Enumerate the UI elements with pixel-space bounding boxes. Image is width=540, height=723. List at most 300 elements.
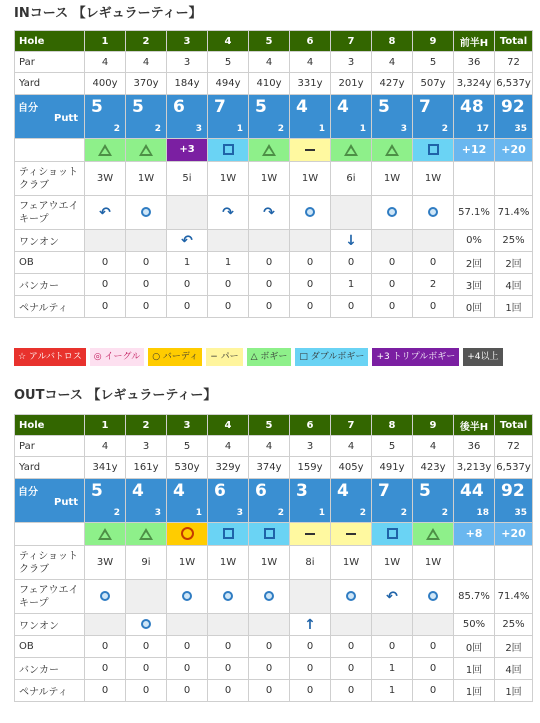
- strokes: 4: [132, 481, 144, 501]
- score-cell: [454, 479, 495, 523]
- tee-club-row: [15, 546, 533, 580]
- header-col: 3: [167, 31, 208, 52]
- yard-cell: 3,324y: [454, 73, 495, 95]
- strokes: 4: [337, 97, 349, 117]
- putts: 2: [441, 508, 448, 518]
- yard-cell: 331y: [290, 73, 331, 95]
- penalty-cell: 0: [249, 680, 290, 702]
- par-cell: 3: [126, 436, 167, 457]
- header-col: 1: [85, 31, 126, 52]
- par-dash-icon: [346, 533, 356, 535]
- header-col: 9: [413, 31, 454, 52]
- result-cell: [85, 139, 126, 162]
- fairway-hit-icon: [223, 591, 233, 601]
- header-col: 5: [249, 415, 290, 436]
- fairway-cell: [126, 196, 167, 230]
- strokes: 48: [460, 97, 484, 117]
- fairway-cell: [126, 580, 167, 614]
- out-course-scorecard: [14, 414, 533, 702]
- one-on-cell: [413, 614, 454, 636]
- bunker-cell: 4回: [495, 658, 533, 680]
- score-label: 自分: [18, 103, 38, 114]
- yard-cell: 374y: [249, 457, 290, 479]
- club-cell: [454, 546, 495, 580]
- yard-cell: 494y: [208, 73, 249, 95]
- strokes: 6: [214, 481, 226, 501]
- par-dash-icon: [305, 149, 315, 151]
- bunker-cell: 0: [85, 274, 126, 296]
- bunker-cell: 0: [126, 658, 167, 680]
- club-cell: 3W: [85, 162, 126, 196]
- one-on-cell: [331, 230, 372, 252]
- par-row: [15, 52, 533, 73]
- putts: 3: [236, 508, 243, 518]
- result-cell: [167, 139, 208, 162]
- result-cell: [454, 139, 495, 162]
- result-cell: [454, 523, 495, 546]
- score-row: [15, 95, 533, 139]
- club-cell: 1W: [413, 546, 454, 580]
- strokes: 7: [214, 97, 226, 117]
- putts: 3: [195, 124, 202, 134]
- one-on-cell: [413, 230, 454, 252]
- penalty-cell: 0: [208, 680, 249, 702]
- row-label: ワンオン: [15, 230, 85, 252]
- fairway-hit-icon: [141, 207, 151, 217]
- result-birdie: [167, 523, 207, 545]
- bogey-triangle-icon: [98, 528, 112, 540]
- bunker-cell: 0: [372, 274, 413, 296]
- header-col: Total: [495, 415, 533, 436]
- par-cell: 72: [495, 52, 533, 73]
- one-on-row: [15, 614, 533, 636]
- yard-cell: 427y: [372, 73, 413, 95]
- penalty-cell: 1回: [495, 680, 533, 702]
- miss-long-icon: ↑: [304, 616, 316, 633]
- result-label-cell: [15, 139, 85, 162]
- penalty-cell: 0: [167, 680, 208, 702]
- club-cell: 9i: [126, 546, 167, 580]
- putts: 2: [441, 124, 448, 134]
- ob-cell: 1: [167, 252, 208, 274]
- fairway-hit-icon: [100, 591, 110, 601]
- bogey-triangle-icon: [98, 144, 112, 156]
- ob-cell: 0: [331, 636, 372, 658]
- result-cell: [331, 523, 372, 546]
- bunker-cell: 0: [126, 274, 167, 296]
- one-on-cell: 25%: [495, 614, 533, 636]
- yard-cell: 370y: [126, 73, 167, 95]
- strokes: 4: [173, 481, 185, 501]
- strokes: 44: [460, 481, 484, 501]
- miss-left-icon: ↶: [181, 232, 193, 249]
- putts: 1: [359, 124, 366, 134]
- fairway-hit-icon: [305, 207, 315, 217]
- result-bogey: [85, 139, 125, 161]
- par-cell: 3: [167, 52, 208, 73]
- ob-cell: 0: [372, 636, 413, 658]
- one-on-cell: 0%: [454, 230, 495, 252]
- score-row: [15, 479, 533, 523]
- one-on-cell: [290, 614, 331, 636]
- bunker-cell: 0: [249, 274, 290, 296]
- miss-short-icon: ↓: [345, 232, 357, 249]
- result-cell: [208, 139, 249, 162]
- result-double: [372, 523, 412, 545]
- club-cell: 1W: [208, 546, 249, 580]
- putts: 2: [400, 508, 407, 518]
- penalty-row: [15, 296, 533, 318]
- penalty-cell: 0: [85, 296, 126, 318]
- score-cell: [126, 479, 167, 523]
- strokes: 4: [337, 481, 349, 501]
- result-cell: [208, 523, 249, 546]
- par-cell: 5: [208, 52, 249, 73]
- result-double: [413, 139, 453, 161]
- header-hole: Hole: [15, 31, 85, 52]
- score-cell: [454, 95, 495, 139]
- row-label: Par: [15, 436, 85, 457]
- result-cell: [413, 139, 454, 162]
- par-cell: 4: [249, 436, 290, 457]
- fairway-cell: [290, 580, 331, 614]
- double-bogey-square-icon: [223, 144, 234, 155]
- fairway-cell: [85, 196, 126, 230]
- legend-double-bogey: □ ダブルボギー: [295, 348, 368, 366]
- one-on-cell: [167, 614, 208, 636]
- par-cell: 5: [413, 52, 454, 73]
- ob-cell: 0: [249, 636, 290, 658]
- row-label: ペナルティ: [15, 680, 85, 702]
- par-cell: 5: [167, 436, 208, 457]
- one-on-cell: [126, 614, 167, 636]
- header-row: [15, 31, 533, 52]
- header-col: 6: [290, 415, 331, 436]
- score-cell: [126, 95, 167, 139]
- miss-right-icon: ↷: [263, 204, 275, 221]
- legend-eagle: ◎ イーグル: [90, 348, 144, 366]
- result-par: [331, 523, 371, 545]
- par-cell: 4: [85, 436, 126, 457]
- par-cell: 4: [126, 52, 167, 73]
- penalty-cell: 1回: [454, 680, 495, 702]
- score-cell: [208, 95, 249, 139]
- result-bogey: [126, 139, 166, 161]
- yard-cell: 3,213y: [454, 457, 495, 479]
- ob-cell: 1: [208, 252, 249, 274]
- putts: 2: [113, 124, 120, 134]
- strokes: 5: [91, 97, 103, 117]
- putts: 17: [476, 124, 489, 134]
- fairway-cell: [290, 196, 331, 230]
- putt-label: Putt: [53, 113, 78, 124]
- penalty-cell: 0: [372, 296, 413, 318]
- score-label-cell: [15, 479, 85, 523]
- putts: 1: [236, 124, 243, 134]
- penalty-cell: 0: [413, 680, 454, 702]
- one-on-cell: 25%: [495, 230, 533, 252]
- ob-cell: 0: [331, 252, 372, 274]
- ob-cell: 0: [249, 252, 290, 274]
- fairway-hit-icon: [428, 207, 438, 217]
- row-label: Yard: [15, 73, 85, 95]
- strokes: 6: [173, 97, 185, 117]
- ob-cell: 0: [413, 636, 454, 658]
- row-label: Par: [15, 52, 85, 73]
- score-cell: [495, 479, 533, 523]
- tee-name: 【レギュラーティー】: [72, 6, 202, 21]
- header-col: 4: [208, 31, 249, 52]
- ob-row: [15, 252, 533, 274]
- strokes: 3: [296, 481, 308, 501]
- bunker-cell: 2: [413, 274, 454, 296]
- strokes: 4: [296, 97, 308, 117]
- yard-cell: 410y: [249, 73, 290, 95]
- score-legend: [14, 348, 503, 368]
- one-on-cell: [331, 614, 372, 636]
- par-cell: 72: [495, 436, 533, 457]
- bogey-triangle-icon: [262, 144, 276, 156]
- result-double: [208, 139, 248, 161]
- score-cell: [331, 479, 372, 523]
- par-cell: 4: [290, 52, 331, 73]
- result-bogey: [249, 139, 289, 161]
- result-double: [208, 523, 248, 545]
- legend-triple-bogey: +3 トリプルボギー: [372, 348, 459, 366]
- yard-cell: 341y: [85, 457, 126, 479]
- penalty-cell: 1: [372, 680, 413, 702]
- header-col: 3: [167, 415, 208, 436]
- strokes: 5: [255, 97, 267, 117]
- result-label-cell: [15, 523, 85, 546]
- club-cell: [495, 162, 533, 196]
- bunker-cell: 0: [290, 658, 331, 680]
- score-cell: [249, 479, 290, 523]
- par-cell: 36: [454, 436, 495, 457]
- header-hole: Hole: [15, 415, 85, 436]
- fairway-cell: [413, 580, 454, 614]
- header-col: 6: [290, 31, 331, 52]
- fairway-cell: [331, 196, 372, 230]
- legend-albatross: ☆ アルバトロス: [14, 348, 86, 366]
- header-col: Total: [495, 31, 533, 52]
- score-cell: [208, 479, 249, 523]
- tee-name: 【レギュラーティー】: [87, 388, 217, 403]
- putts: 35: [514, 124, 527, 134]
- putts: 2: [277, 508, 284, 518]
- putts: 35: [514, 508, 527, 518]
- par-cell: 5: [372, 436, 413, 457]
- ob-cell: 0: [413, 252, 454, 274]
- yard-cell: 6,537y: [495, 457, 533, 479]
- putts: 18: [476, 508, 489, 518]
- penalty-cell: 0: [413, 296, 454, 318]
- bogey-triangle-icon: [139, 528, 153, 540]
- putts: 3: [154, 508, 161, 518]
- ob-cell: 2回: [495, 252, 533, 274]
- miss-left-icon: ↶: [99, 204, 111, 221]
- putts: 2: [113, 508, 120, 518]
- penalty-cell: 0: [290, 680, 331, 702]
- header-col: 2: [126, 415, 167, 436]
- strokes: 5: [419, 481, 431, 501]
- row-label: バンカー: [15, 658, 85, 680]
- result-total: +20: [495, 523, 532, 545]
- club-cell: [495, 546, 533, 580]
- result-cell: [372, 523, 413, 546]
- one-on-cell: [85, 230, 126, 252]
- one-on-cell: [372, 614, 413, 636]
- fairway-cell: 71.4%: [495, 196, 533, 230]
- result-total: +8: [454, 523, 494, 545]
- header-col: 後半H: [454, 415, 495, 436]
- score-cell: [413, 479, 454, 523]
- row-label: バンカー: [15, 274, 85, 296]
- club-cell: 1W: [372, 546, 413, 580]
- par-cell: 3: [290, 436, 331, 457]
- in-course-title: [14, 4, 202, 24]
- header-col: 5: [249, 31, 290, 52]
- course-name: INコース: [14, 6, 69, 21]
- par-cell: 4: [85, 52, 126, 73]
- result-cell: [126, 523, 167, 546]
- fairway-cell: [372, 580, 413, 614]
- header-col: 4: [208, 415, 249, 436]
- result-cell: [331, 139, 372, 162]
- score-cell: [249, 95, 290, 139]
- yard-cell: 507y: [413, 73, 454, 95]
- result-cell: [372, 139, 413, 162]
- club-cell: 1W: [290, 162, 331, 196]
- club-cell: [454, 162, 495, 196]
- score-label: 自分: [18, 487, 38, 498]
- bogey-triangle-icon: [344, 144, 358, 156]
- ob-cell: 0: [208, 636, 249, 658]
- club-cell: 1W: [249, 162, 290, 196]
- result-cell: [85, 523, 126, 546]
- ob-cell: 2回: [495, 636, 533, 658]
- par-cell: 4: [331, 436, 372, 457]
- bunker-cell: 0: [208, 274, 249, 296]
- header-col: 8: [372, 415, 413, 436]
- bunker-cell: 0: [249, 658, 290, 680]
- putts: 1: [318, 508, 325, 518]
- row-label: フェアウエイ キープ: [15, 580, 85, 614]
- penalty-cell: 0: [331, 296, 372, 318]
- result-cell: [413, 523, 454, 546]
- score-cell: [290, 95, 331, 139]
- fairway-cell: 85.7%: [454, 580, 495, 614]
- fairway-cell: [208, 196, 249, 230]
- result-bogey: [331, 139, 371, 161]
- miss-right-icon: ↷: [222, 204, 234, 221]
- legend-quad-plus: +4以上: [463, 348, 502, 366]
- club-cell: 1W: [249, 546, 290, 580]
- strokes: 5: [132, 97, 144, 117]
- one-on-cell: 50%: [454, 614, 495, 636]
- bogey-triangle-icon: [385, 144, 399, 156]
- penalty-cell: 0: [331, 680, 372, 702]
- fairway-row: [15, 196, 533, 230]
- bunker-cell: 0: [331, 658, 372, 680]
- club-cell: 6i: [331, 162, 372, 196]
- row-label: フェアウエイ キープ: [15, 196, 85, 230]
- putts: 2: [154, 124, 161, 134]
- result-cell: [290, 139, 331, 162]
- birdie-circle-icon: [181, 527, 194, 540]
- bunker-cell: 1回: [454, 658, 495, 680]
- penalty-cell: 1回: [495, 296, 533, 318]
- fairway-cell: [167, 196, 208, 230]
- course-name: OUTコース: [14, 388, 83, 403]
- yard-cell: 161y: [126, 457, 167, 479]
- score-cell: [331, 95, 372, 139]
- strokes: 6: [255, 481, 267, 501]
- result-total: +20: [495, 139, 532, 161]
- penalty-cell: 0: [126, 296, 167, 318]
- yard-cell: 405y: [331, 457, 372, 479]
- result-triple: +3: [167, 139, 207, 161]
- bunker-row: [15, 274, 533, 296]
- yard-cell: 423y: [413, 457, 454, 479]
- result-cell: [495, 523, 533, 546]
- club-cell: 1W: [372, 162, 413, 196]
- bogey-triangle-icon: [426, 528, 440, 540]
- fairway-cell: [413, 196, 454, 230]
- fairway-hit-icon: [182, 591, 192, 601]
- fairway-cell: [85, 580, 126, 614]
- score-cell: [85, 479, 126, 523]
- bunker-cell: 0: [85, 658, 126, 680]
- putts: 2: [359, 508, 366, 518]
- one-on-cell: [85, 614, 126, 636]
- bunker-cell: 0: [208, 658, 249, 680]
- fairway-hit-icon: [264, 591, 274, 601]
- score-cell: [167, 479, 208, 523]
- double-bogey-square-icon: [428, 144, 439, 155]
- result-cell: [495, 139, 533, 162]
- result-cell: [249, 523, 290, 546]
- club-cell: 3W: [85, 546, 126, 580]
- one-on-cell: [208, 230, 249, 252]
- ob-row: [15, 636, 533, 658]
- penalty-cell: 0: [208, 296, 249, 318]
- one-on-cell: [372, 230, 413, 252]
- yard-cell: 184y: [167, 73, 208, 95]
- fairway-cell: [249, 196, 290, 230]
- par-row: [15, 436, 533, 457]
- fairway-hit-icon: [428, 591, 438, 601]
- yard-cell: 159y: [290, 457, 331, 479]
- result-double: [249, 523, 289, 545]
- yard-cell: 530y: [167, 457, 208, 479]
- bunker-cell: 3回: [454, 274, 495, 296]
- result-bogey: [413, 523, 453, 545]
- club-cell: 5i: [167, 162, 208, 196]
- ob-cell: 0: [290, 636, 331, 658]
- score-cell: [290, 479, 331, 523]
- putts: 2: [277, 124, 284, 134]
- score-label-cell: [15, 95, 85, 139]
- result-bogey: [372, 139, 412, 161]
- row-label: OB: [15, 636, 85, 658]
- par-cell: 36: [454, 52, 495, 73]
- double-bogey-square-icon: [223, 528, 234, 539]
- par-cell: 4: [208, 436, 249, 457]
- yard-cell: 201y: [331, 73, 372, 95]
- header-col: 前半H: [454, 31, 495, 52]
- penalty-cell: 0: [85, 680, 126, 702]
